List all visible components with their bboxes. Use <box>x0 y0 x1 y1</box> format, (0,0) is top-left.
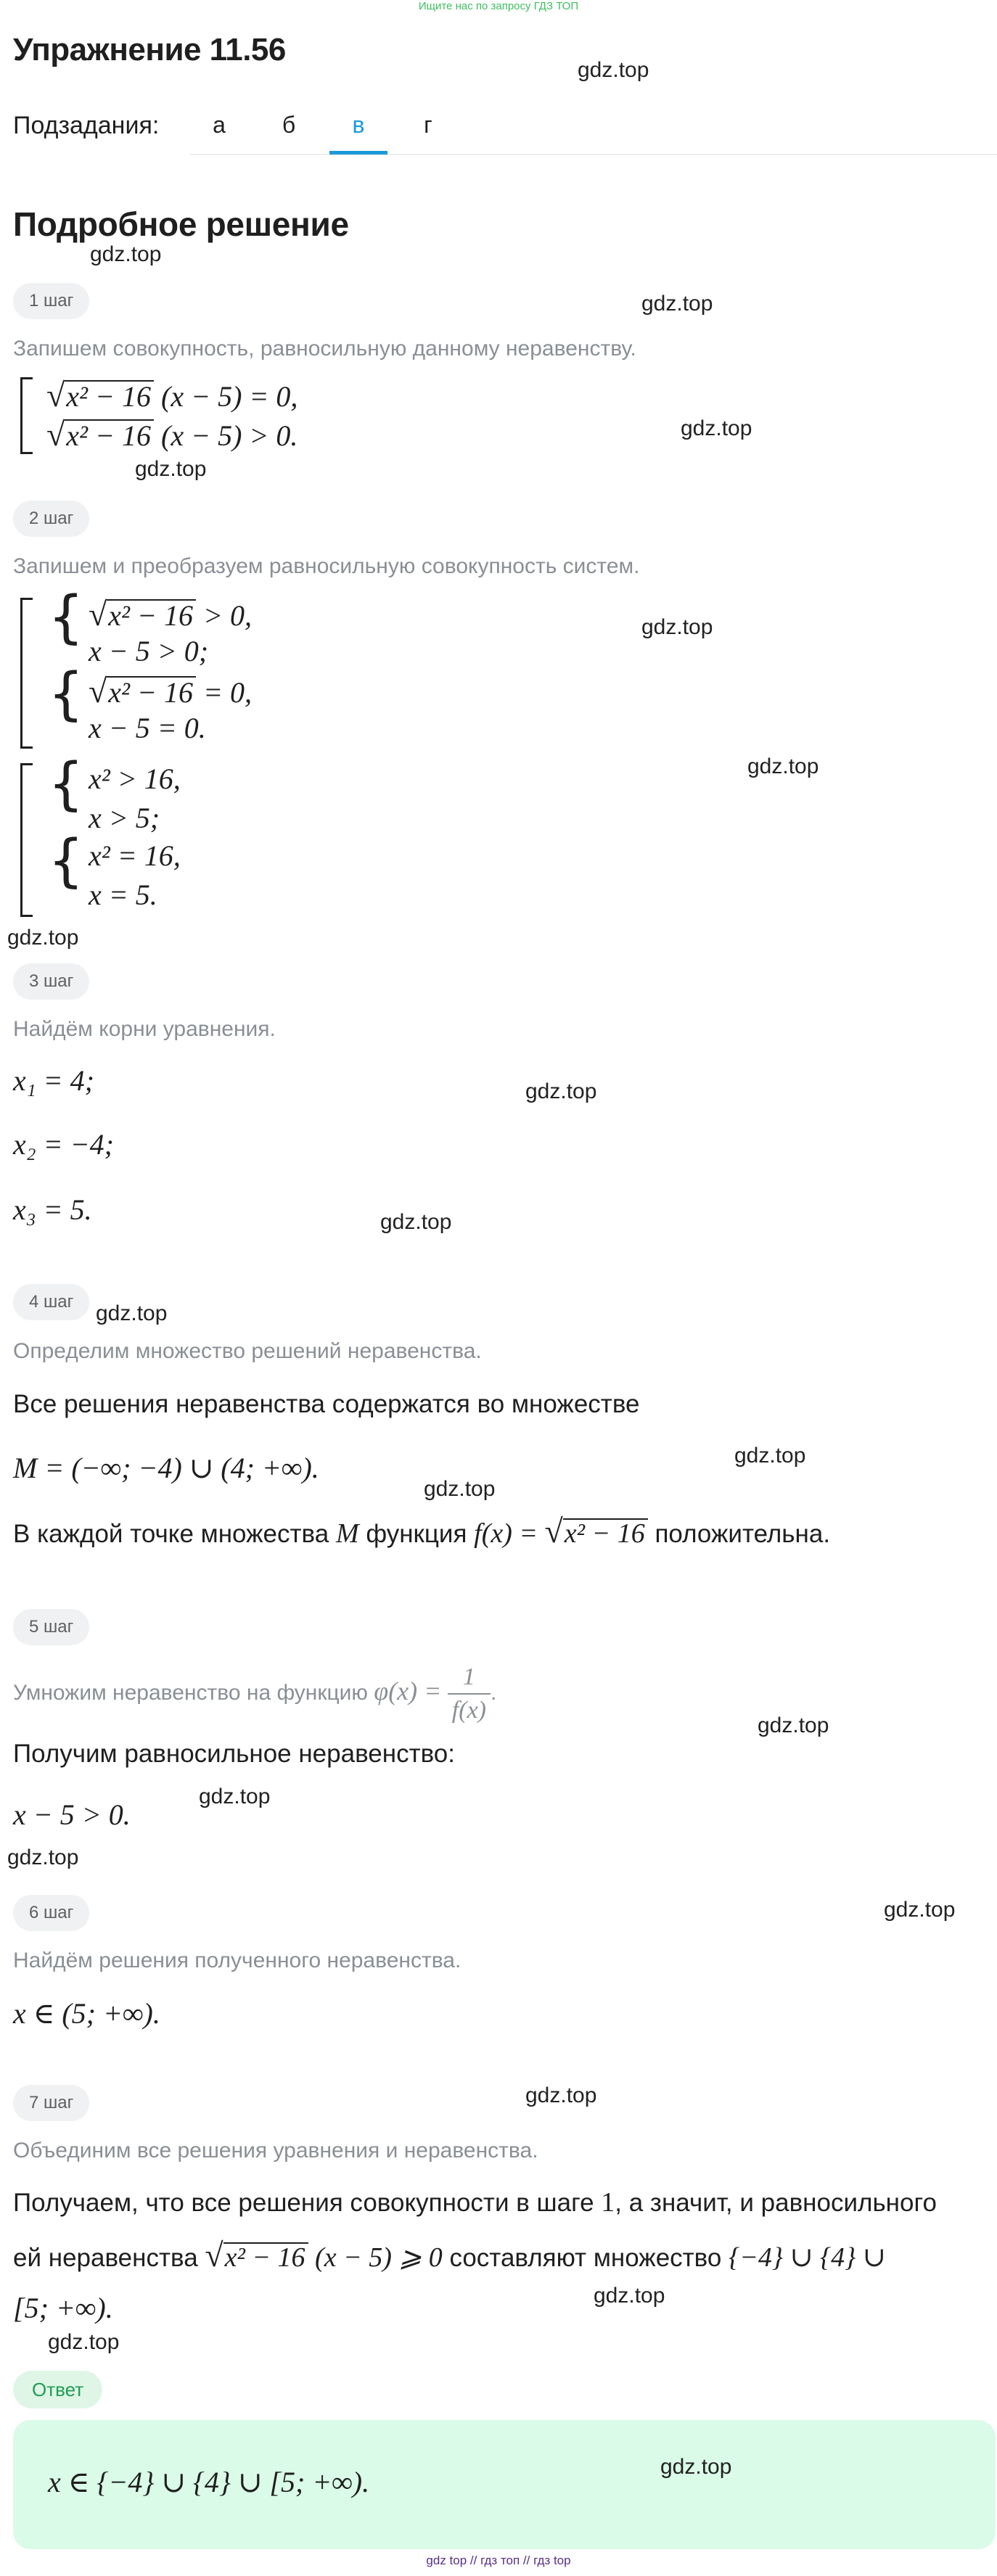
tab-v[interactable]: в <box>329 112 387 155</box>
step-badge: 7 шаг <box>13 2085 89 2121</box>
step-badge: 2 шаг <box>13 501 89 537</box>
root-x3: x₃ = 5. <box>13 1193 92 1226</box>
system-brace: { <box>48 662 84 727</box>
root-x1: x₁ = 4; <box>13 1064 94 1097</box>
root-x2: x₂ = −4; <box>13 1128 114 1161</box>
page-title: Упражнение 11.56 <box>13 32 286 67</box>
watermark: gdz.top <box>380 1210 452 1234</box>
text-line: Все решения неравенства содержатся во множестве <box>13 1390 640 1418</box>
tab-a[interactable]: а <box>213 112 226 138</box>
answer-math: x ∈ {−4} ∪ {4} ∪ [5; +∞). <box>48 2466 370 2498</box>
tab-g[interactable]: г <box>424 112 432 138</box>
tab-b[interactable]: б <box>282 112 296 138</box>
set-M: M = (−∞; −4) ∪ (4; +∞). <box>13 1452 319 1484</box>
collection-bracket <box>20 763 33 917</box>
watermark: gdz.top <box>747 754 819 778</box>
math-line: √x² − 16 (x − 5) = 0, <box>46 376 298 413</box>
system-brace: { <box>48 585 84 650</box>
math-line: x − 5 > 0. <box>13 1798 131 1831</box>
step-badge: 4 шаг <box>13 1284 89 1320</box>
answer-label: Ответ <box>13 2371 102 2408</box>
subtasks-tabs <box>190 107 997 155</box>
watermark: gdz.top <box>578 58 649 82</box>
math-line: [5; +∞). <box>13 2292 113 2324</box>
step-badge: 6 шаг <box>13 1895 89 1931</box>
watermark: gdz.top <box>758 1713 829 1737</box>
math-line: √x² − 16 (x − 5) > 0. <box>46 416 298 453</box>
section-title: Подробное решение <box>13 205 349 243</box>
watermark: gdz.top <box>641 292 713 316</box>
watermark: gdz.top <box>90 242 162 266</box>
step-text: Найдём решения полученного неравенства. <box>13 1949 461 1972</box>
math-line: x² = 16, <box>89 839 181 872</box>
watermark: gdz.top <box>7 1845 79 1869</box>
step-badge: 3 шаг <box>13 963 89 1000</box>
subtasks-label: Подзадания: <box>13 112 160 139</box>
system-brace: { <box>48 752 84 817</box>
watermark: gdz.top <box>641 615 713 639</box>
step-text: Найдём корни уравнения. <box>13 1017 276 1041</box>
watermark: gdz.top <box>734 1444 806 1468</box>
watermark: gdz.top <box>525 1079 597 1103</box>
step-text: Запишем совокупность, равносильную данному неравенству. <box>13 337 636 361</box>
math-line: x ∈ (5; +∞). <box>13 1997 160 2030</box>
collection-bracket <box>20 598 33 749</box>
watermark: gdz.top <box>424 1477 496 1501</box>
system-brace: { <box>48 828 84 894</box>
step-text: Умножим неравенство на функцию φ(x) = $\frac{1}{f(x)}$ . <box>13 1661 496 1727</box>
watermark: gdz.top <box>96 1301 168 1325</box>
watermark: gdz.top <box>135 457 207 481</box>
footer: gdz top // гдз топ // гдз top <box>426 2554 571 2567</box>
text-line: В каждой точке множества M функция f(x) = √x² − 16 положительна. <box>13 1513 831 1550</box>
watermark: gdz.top <box>7 926 79 950</box>
watermark: gdz.top <box>199 1785 271 1808</box>
text-line: ей неравенства √x² − 16 (x − 5) ⩾ 0 составляют множество {−4} ∪ {4} ∪ <box>13 2236 886 2273</box>
watermark: gdz.top <box>594 2284 665 2308</box>
math-line: x − 5 > 0; <box>89 635 209 667</box>
math-line: √x² − 16 = 0, <box>89 672 252 709</box>
watermark: gdz.top <box>884 1898 956 1922</box>
text-line: Получаем, что все решения совокупности в шаге 1, а значит, и равносильного <box>13 2187 937 2218</box>
math-line: x² > 16, <box>89 762 181 795</box>
watermark: gdz.top <box>48 2330 120 2354</box>
math-line: x = 5. <box>89 878 157 911</box>
math-line: x − 5 = 0. <box>89 712 206 744</box>
watermark: gdz.top <box>525 2083 597 2107</box>
collection-bracket <box>20 377 33 454</box>
step-text: Определим множество решений неравенства. <box>13 1339 482 1363</box>
top-note: Ищите нас по запросу ГДЗ ТОП <box>418 0 579 12</box>
math-line: √x² − 16 > 0, <box>89 596 252 633</box>
step-text: Запишем и преобразуем равносильную совокупность систем. <box>13 554 640 578</box>
step-text: Объединим все решения уравнения и неравенства. <box>13 2139 538 2163</box>
watermark: gdz.top <box>660 2455 732 2479</box>
math-line: x > 5; <box>89 802 160 834</box>
step-badge: 5 шаг <box>13 1609 89 1645</box>
watermark: gdz.top <box>681 416 752 440</box>
text-line: Получим равносильное неравенство: <box>13 1740 455 1768</box>
step-badge: 1 шаг <box>13 283 89 319</box>
